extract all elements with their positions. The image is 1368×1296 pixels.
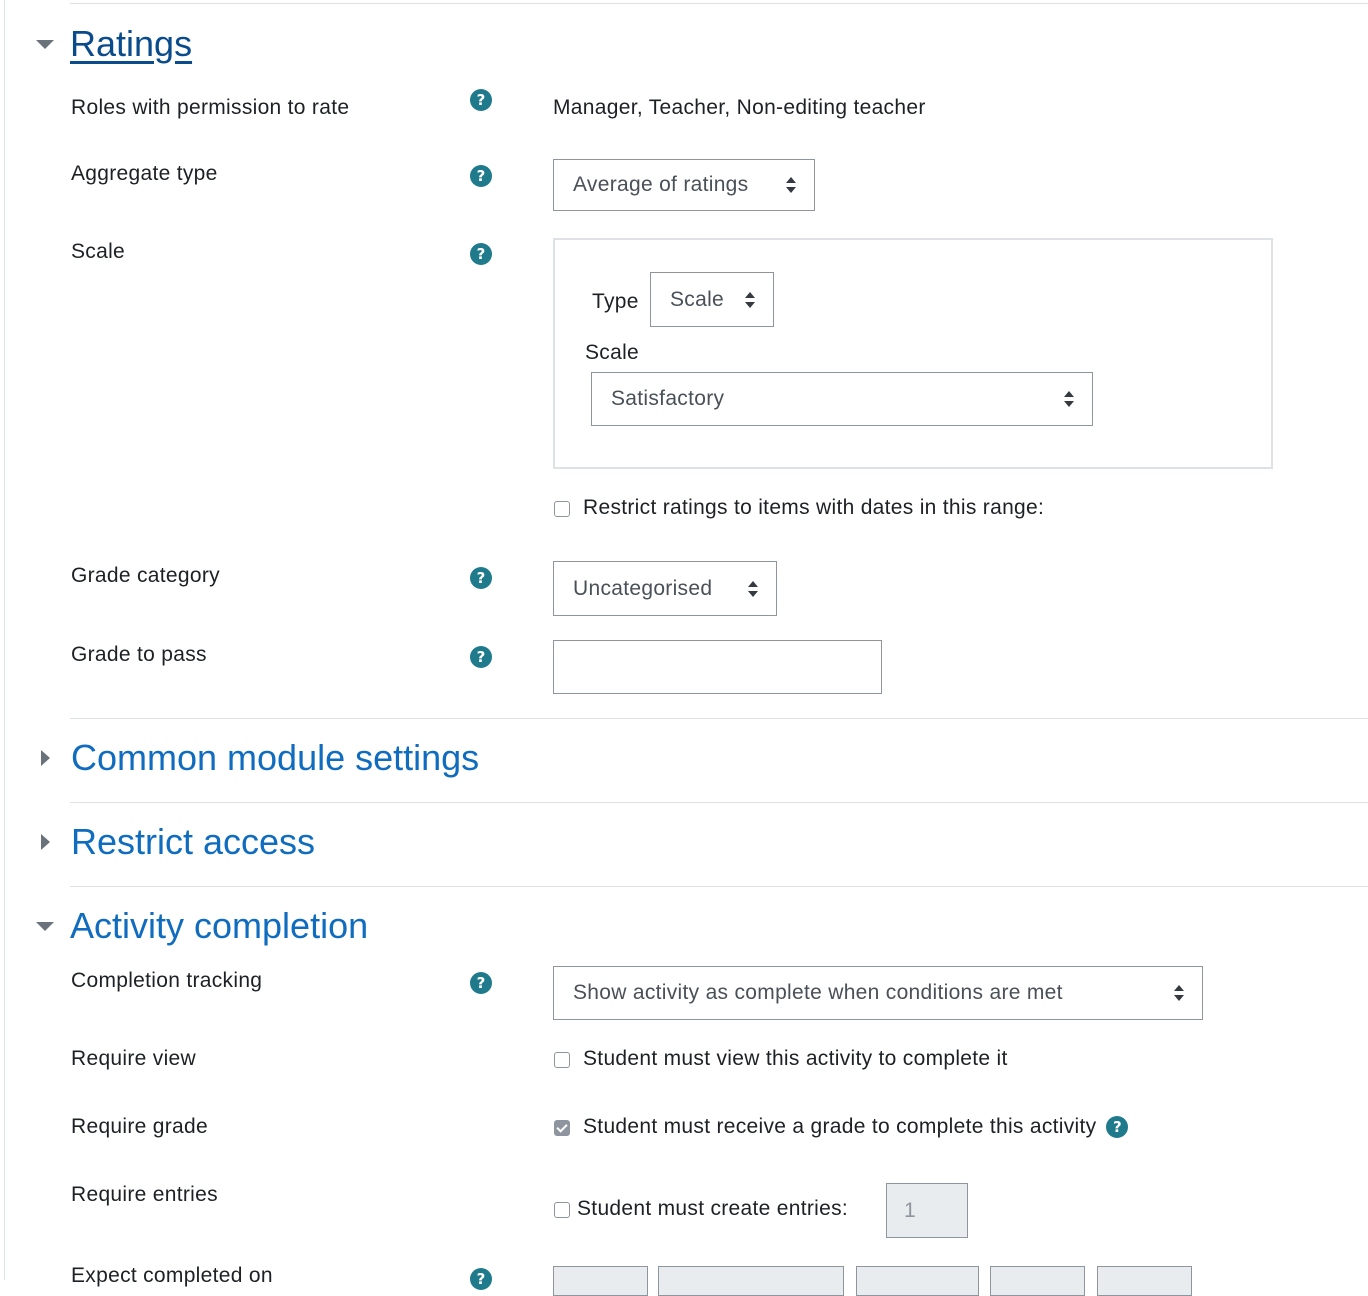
question-circle-icon[interactable]: ? xyxy=(470,1268,492,1290)
scale-value: Satisfactory xyxy=(611,387,725,410)
scale-select[interactable] xyxy=(591,372,1093,426)
roles-label: Roles with permission to rate xyxy=(71,96,350,119)
caret-right-icon xyxy=(41,750,50,766)
restrict-ratings-label[interactable]: Restrict ratings to items with dates in this range: xyxy=(583,496,1045,519)
ratings-section-header[interactable] xyxy=(36,23,193,64)
restrict-access-title[interactable]: Restrict access xyxy=(71,821,316,862)
completion-tracking-select[interactable] xyxy=(553,966,1203,1020)
aggregate-type-value: Average of ratings xyxy=(573,173,749,196)
scale-type-value: Scale xyxy=(670,287,725,311)
section-divider xyxy=(70,802,1368,803)
caret-right-icon xyxy=(41,834,50,850)
require-entries-text[interactable]: Student must create entries: xyxy=(577,1197,849,1220)
scale-type-select[interactable] xyxy=(650,272,774,327)
aggregate-type-select[interactable] xyxy=(553,159,815,211)
require-entries-label: Require entries xyxy=(71,1183,218,1206)
common-module-section-header[interactable] xyxy=(36,737,480,778)
page-left-border xyxy=(4,0,5,1280)
expect-year-select[interactable] xyxy=(856,1266,979,1296)
require-entries-input[interactable]: 1 xyxy=(886,1183,968,1238)
aggregate-type-label: Aggregate type xyxy=(71,162,218,185)
question-circle-icon[interactable]: ? xyxy=(470,165,492,187)
expect-hour-select[interactable] xyxy=(990,1266,1085,1296)
grade-category-select[interactable] xyxy=(553,561,777,616)
require-view-text[interactable]: Student must view this activity to complete it xyxy=(583,1047,1008,1070)
select-arrows-icon xyxy=(745,292,755,308)
question-circle-icon[interactable]: ? xyxy=(1106,1116,1128,1138)
grade-to-pass-input[interactable] xyxy=(553,640,882,694)
require-grade-label: Require grade xyxy=(71,1115,208,1138)
question-circle-icon[interactable]: ? xyxy=(470,567,492,589)
select-arrows-icon xyxy=(748,581,758,597)
select-arrows-icon xyxy=(1174,985,1184,1001)
restrict-access-section-header[interactable] xyxy=(36,821,316,862)
select-arrows-icon xyxy=(786,177,796,193)
scale-type-label: Type xyxy=(592,290,639,313)
grade-to-pass-label: Grade to pass xyxy=(71,643,207,666)
common-module-title[interactable]: Common module settings xyxy=(71,737,480,778)
grade-category-label: Grade category xyxy=(71,564,220,587)
require-grade-checkbox[interactable] xyxy=(554,1120,570,1136)
require-view-checkbox[interactable] xyxy=(554,1052,570,1068)
top-divider xyxy=(70,3,1368,4)
question-circle-icon[interactable]: ? xyxy=(470,646,492,668)
require-entries-checkbox[interactable] xyxy=(554,1202,570,1218)
expect-month-select[interactable] xyxy=(658,1266,844,1296)
section-divider xyxy=(70,886,1368,887)
grade-category-value: Uncategorised xyxy=(573,576,713,600)
select-arrows-icon xyxy=(1064,391,1074,407)
caret-down-icon xyxy=(36,40,54,49)
caret-down-icon xyxy=(36,922,54,931)
expect-minute-select[interactable] xyxy=(1097,1266,1192,1296)
scale-inner-label: Scale xyxy=(585,341,640,364)
completion-tracking-value: Show activity as complete when conditions are met xyxy=(573,981,1063,1004)
question-circle-icon[interactable]: ? xyxy=(470,89,492,111)
question-circle-icon[interactable]: ? xyxy=(470,243,492,265)
require-grade-text[interactable]: Student must receive a grade to complete this activity xyxy=(583,1115,1097,1138)
completion-tracking-label: Completion tracking xyxy=(71,969,263,992)
expect-day-select[interactable] xyxy=(553,1266,648,1296)
section-divider xyxy=(70,718,1368,719)
activity-completion-section-header[interactable] xyxy=(36,905,369,946)
restrict-ratings-checkbox[interactable] xyxy=(554,501,570,517)
activity-completion-title[interactable]: Activity completion xyxy=(70,905,369,946)
scale-label: Scale xyxy=(71,240,126,263)
require-grade-row xyxy=(583,1115,1128,1139)
roles-value: Manager, Teacher, Non-editing teacher xyxy=(553,96,926,119)
question-circle-icon[interactable]: ? xyxy=(470,972,492,994)
require-view-label: Require view xyxy=(71,1047,196,1070)
expect-completed-label: Expect completed on xyxy=(71,1264,273,1287)
ratings-title[interactable]: Ratings xyxy=(70,23,193,64)
